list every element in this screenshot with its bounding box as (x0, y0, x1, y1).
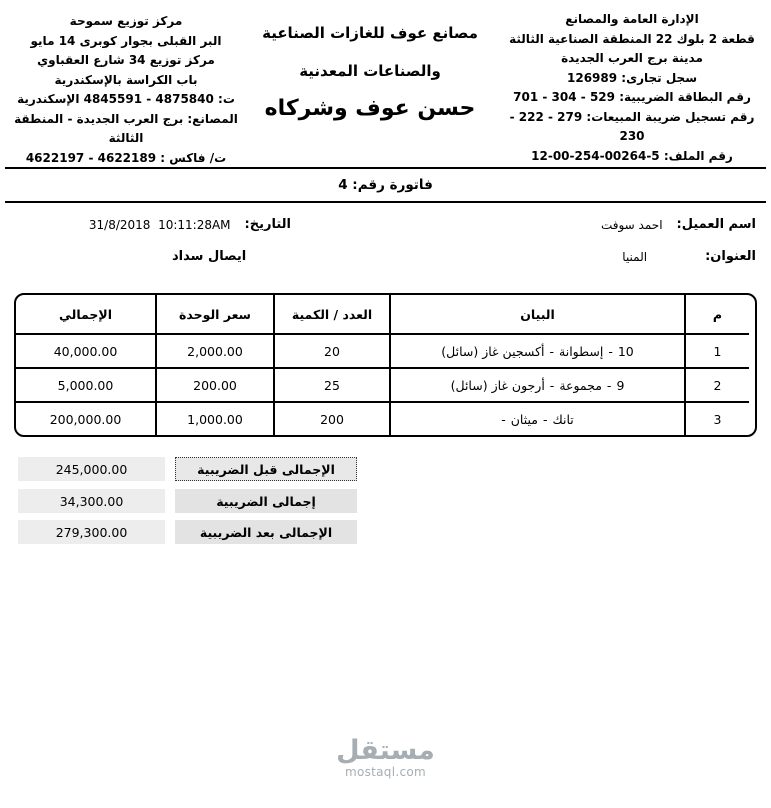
header-center-block (246, 18, 494, 121)
header-right-line: رقم البطاقة الضريبية: 529 - 304 - 701 (513, 90, 751, 104)
separator-dash: - (501, 411, 506, 427)
column-header-total: الإجمالي (59, 306, 113, 322)
cell-total: 40,000.00 (16, 333, 155, 367)
cell-unit-price: 2,000.00 (155, 333, 273, 367)
separator-dash: - (606, 377, 612, 393)
address-label: العنوان: (705, 249, 756, 264)
description-segment: مجموعة (559, 377, 602, 393)
column-header-index: م (684, 295, 749, 333)
items-table (14, 293, 757, 437)
column-header-quantity: العدد / الكمية (273, 295, 389, 333)
cell-description (389, 333, 684, 367)
header-left-line: مركز توزيع سموحة (69, 14, 183, 28)
total-before-tax-value: 245,000.00 (18, 457, 165, 481)
cell-description (389, 401, 684, 435)
cell-unit-price: 200.00 (155, 367, 273, 401)
date-label: التاريخ: (244, 217, 291, 232)
customer-row (601, 217, 756, 232)
header-right-line: سجل تجارى: 126989 (567, 70, 697, 85)
header-right-line: قطعة 2 بلوك 22 المنطقة الصناعية الثالثة (509, 31, 755, 46)
horizontal-divider-top (5, 167, 766, 169)
separator-dash: - (608, 343, 613, 359)
description-segment: تانك (552, 411, 574, 427)
customer-label: اسم العميل: (676, 217, 756, 232)
company-tagline-2: والصناعات المعدنية (299, 62, 441, 80)
mostaql-logo-text: مستقل (336, 735, 435, 766)
date-value: 31/8/2018 10:11:28AM (88, 217, 231, 232)
header-left-line: ت/ فاكس : 4622189 - 4622197 (25, 150, 227, 165)
total-before-tax-label: الإجمالى قبل الضريبية (175, 457, 357, 481)
header-right-line: رقم الملف: 5-00264-254-00-12 (531, 148, 733, 163)
total-after-tax-label: الإجمالى بعد الضريبية (175, 520, 357, 544)
header-left-line: باب الكراسة بالإسكندرية (54, 72, 198, 87)
header-left-line: مركز توزيع 34 شارع العقباوي (37, 53, 215, 67)
header-right-block (501, 10, 763, 166)
cell-unit-price: 1,000.00 (155, 401, 273, 435)
cell-quantity: 200 (273, 401, 389, 435)
cell-index: 2 (684, 367, 749, 401)
header-left-line: ت: 4875840 - 4845591 الإسكندرية (17, 92, 235, 106)
cell-total: 5,000.00 (16, 367, 155, 401)
payment-receipt-note: ايصال سداد (172, 249, 247, 264)
separator-dash: - (549, 377, 555, 393)
invoice-number-title: فاتورة رقم: 4 (338, 177, 433, 193)
company-tagline-1: مصانع عوف للغازات الصناعية (262, 24, 478, 42)
cell-index: 3 (684, 401, 749, 435)
cell-index: 1 (684, 333, 749, 367)
total-after-tax-value: 279,300.00 (18, 520, 165, 544)
description-segment: ميثان (510, 411, 538, 427)
cell-total: 200,000.00 (16, 401, 155, 435)
watermark (0, 735, 771, 779)
column-header-description: البيان (389, 295, 684, 333)
cell-quantity: 20 (273, 333, 389, 367)
description-segment: 9 (616, 377, 625, 393)
total-tax-value: 34,300.00 (18, 489, 165, 513)
header-right-line: رقم تسجيل ضريبة المبيعات: 279 - 222 - 230 (509, 109, 755, 143)
header-right-line: الإدارة العامة والمصانع (565, 12, 699, 26)
description-segment: إسطوانة (559, 343, 604, 359)
cell-description (389, 367, 684, 401)
company-name: حسن عوف وشركاه (264, 96, 476, 121)
header-left-line: البر القبلى بجوار كوبرى 14 مايو (30, 33, 222, 48)
description-segment: 10 (617, 343, 634, 359)
address-value: المنيا (622, 249, 648, 264)
column-header-unit-price: سعر الوحدة (155, 295, 273, 333)
total-tax-label: إجمالى الضريبية (175, 489, 357, 513)
description-segment: أرجون غاز (سائل) (450, 377, 545, 393)
date-row (35, 217, 291, 232)
header-left-block (10, 12, 242, 168)
header-left-line: المصانع: برج العرب الجديدة - المنطقة الثالثة (14, 111, 238, 145)
separator-dash: - (549, 343, 555, 359)
address-row (622, 249, 756, 264)
separator-dash: - (542, 411, 548, 427)
description-segment: أكسجين غاز (سائل) (441, 343, 545, 359)
mostaql-domain: mostaql.com (344, 765, 427, 779)
customer-value: احمد سوفت (600, 217, 663, 232)
cell-quantity: 25 (273, 367, 389, 401)
horizontal-divider-bottom (5, 201, 766, 203)
header-right-line: مدينة برج العرب الجديدة (561, 51, 703, 65)
